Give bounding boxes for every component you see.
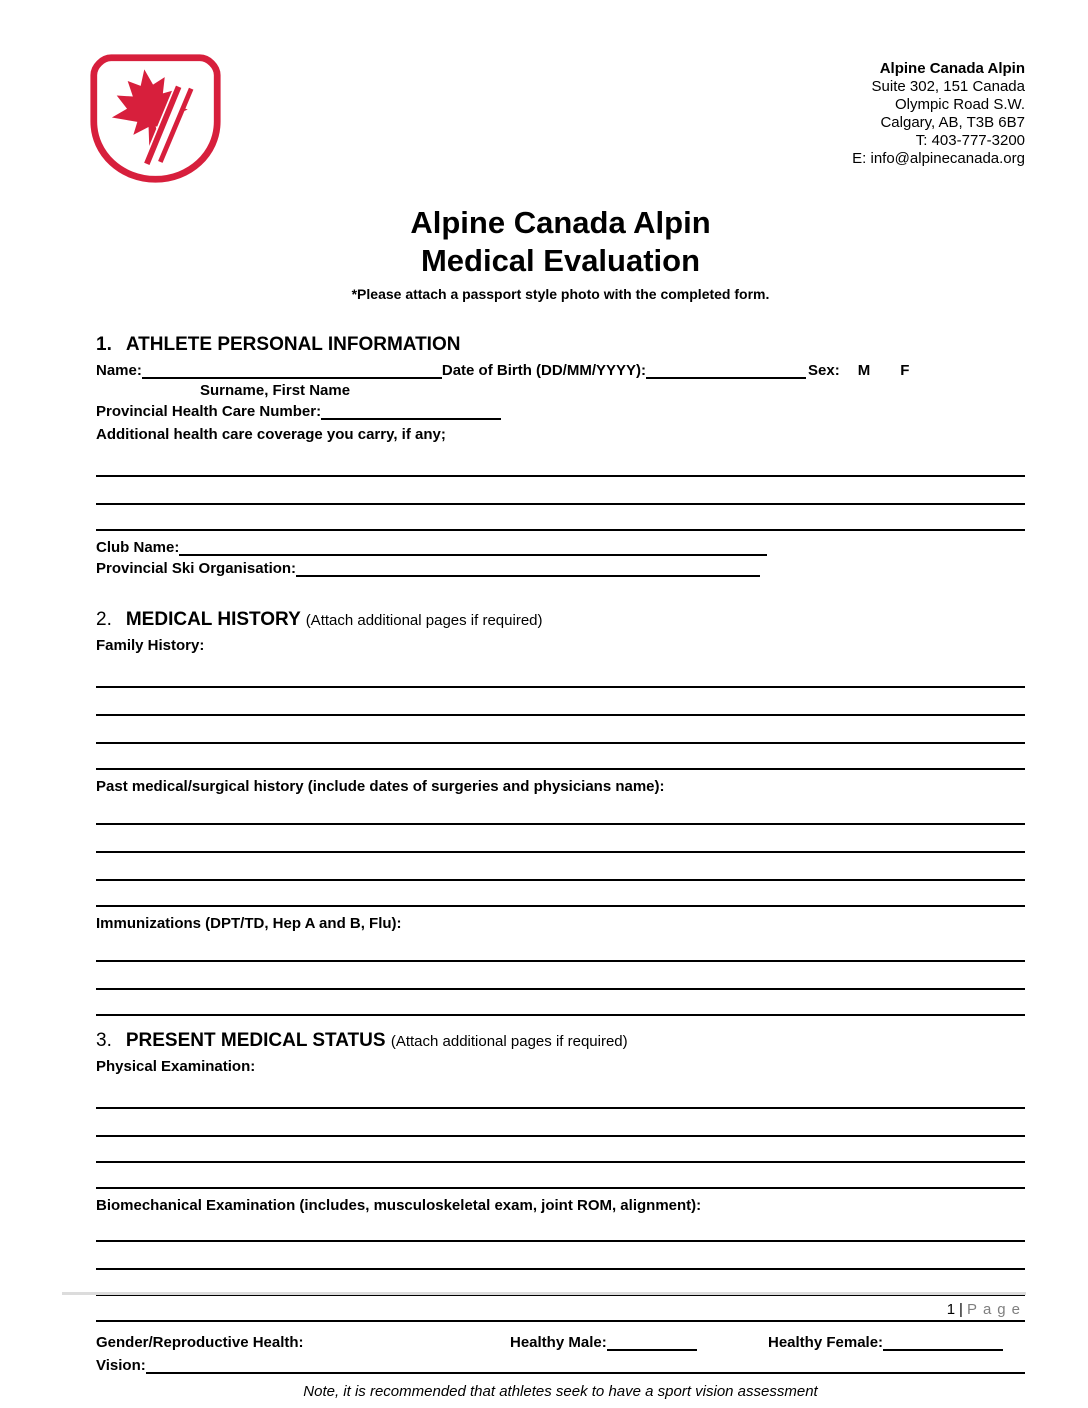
gender-health-label: Gender/Reproductive Health:: [96, 1334, 304, 1351]
section2-heading: [96, 609, 1025, 631]
ruled-line: [96, 1163, 1025, 1189]
ruled-line: [96, 932, 1025, 962]
healthy-male-label: Healthy Male:: [510, 1334, 607, 1351]
name-format-hint: Surname, First Name: [200, 382, 351, 399]
page-number: 1: [946, 1301, 956, 1318]
ruled-line: [96, 1109, 1025, 1137]
org-name: Alpine Canada Alpin: [879, 60, 1025, 77]
ski-org-field-line: [296, 561, 760, 577]
healthy-male-field: [510, 1334, 768, 1351]
ruled-line: [96, 853, 1025, 881]
photo-instruction-note: *Please attach a passport style photo with the completed form.: [351, 286, 770, 302]
sex-label: Sex:: [808, 362, 840, 379]
family-history-label: Family History:: [96, 637, 205, 654]
shield-maple-leaf-icon: [88, 52, 223, 187]
club-name-field-line: [179, 540, 767, 556]
section3-heading: [96, 1030, 1025, 1052]
coverage-write-in-lines: [96, 443, 1025, 531]
healthy-male-field-line: [607, 1335, 697, 1351]
ruled-line: [96, 1242, 1025, 1270]
section2-heading-note: (Attach additional pages if required): [305, 612, 543, 629]
vision-row: [96, 1357, 1025, 1374]
ruled-line: [96, 881, 1025, 907]
coverage-label: Additional health care coverage you carry, if any;: [96, 426, 446, 443]
healthy-female-label: Healthy Female:: [768, 1334, 884, 1351]
vision-field-line: [146, 1358, 1025, 1374]
ruled-line: [96, 716, 1025, 744]
club-name-label: Club Name:: [96, 539, 180, 556]
ruled-line: [96, 1137, 1025, 1163]
dob-field-line: [646, 363, 806, 379]
org-address-block: [852, 52, 1025, 168]
ruled-line: [96, 795, 1025, 825]
vision-label: Vision:: [96, 1357, 146, 1374]
club-name-row: [96, 539, 1025, 556]
footer-page-word: Page: [966, 1301, 1026, 1318]
ruled-line: [96, 477, 1025, 505]
healthy-female-field: [768, 1334, 1025, 1351]
ski-org-row: [96, 560, 1025, 577]
ruled-line: [96, 654, 1025, 688]
alpine-canada-shield-logo: [88, 52, 223, 192]
family-history-lines: [96, 654, 1025, 770]
health-number-label: Provincial Health Care Number:: [96, 403, 322, 420]
section2-number: 2.: [96, 609, 112, 630]
name-label: Name:: [96, 362, 142, 379]
phone-line: T: 403-777-3200: [915, 132, 1025, 149]
healthy-female-field-line: [883, 1335, 1003, 1351]
ruled-line: [96, 990, 1025, 1016]
section3-heading-note: (Attach additional pages if required): [390, 1033, 628, 1050]
ruled-line: [96, 744, 1025, 770]
ruled-line: [96, 1214, 1025, 1242]
footer-separator: |: [959, 1301, 963, 1318]
immunizations-label: Immunizations (DPT/TD, Hep A and B, Flu):: [96, 915, 402, 932]
section3-number: 3.: [96, 1030, 112, 1051]
header: [96, 0, 1025, 192]
sex-option-female: F: [900, 362, 910, 379]
document-title-line2: Medical Evaluation: [420, 243, 701, 278]
ruled-line: [96, 825, 1025, 853]
title-block: [96, 204, 1025, 302]
name-field-line: [142, 363, 442, 379]
page-footer: [62, 1292, 1026, 1318]
biomechanical-exam-label: Biomechanical Examination (includes, musculoskeletal exam, joint ROM, alignment):: [96, 1197, 702, 1214]
section2-title: MEDICAL HISTORY: [125, 609, 301, 630]
sex-option-male: M: [857, 362, 871, 379]
section3-title: PRESENT MEDICAL STATUS: [125, 1030, 386, 1051]
name-dob-sex-row: [96, 362, 1025, 379]
past-history-label: Past medical/surgical history (include dates of surgeries and physicians name):: [96, 778, 665, 795]
address-line: Olympic Road S.W.: [894, 96, 1025, 113]
vision-recommendation-note: Note, it is recommended that athletes seek to have a sport vision assessment: [303, 1383, 818, 1400]
section1-title: ATHLETE PERSONAL INFORMATION: [125, 334, 461, 355]
email-line: E: info@alpinecanada.org: [852, 150, 1025, 167]
page-content: [96, 0, 1025, 1400]
gender-health-row: [96, 1334, 1025, 1351]
health-number-field-line: [321, 404, 501, 420]
health-number-row: [96, 403, 1025, 420]
ski-org-label: Provincial Ski Organisation:: [96, 560, 297, 577]
physical-exam-label: Physical Examination:: [96, 1058, 256, 1075]
address-line: Suite 302, 151 Canada: [871, 78, 1025, 95]
ruled-line: [96, 688, 1025, 716]
address-line: Calgary, AB, T3B 6B7: [880, 114, 1025, 131]
ruled-line: [96, 443, 1025, 477]
section1-number: 1.: [96, 334, 112, 355]
ruled-line: [96, 962, 1025, 990]
physical-exam-lines: [96, 1075, 1025, 1189]
ruled-line: [96, 505, 1025, 531]
immunizations-lines: [96, 932, 1025, 1016]
ruled-line: [96, 1075, 1025, 1109]
past-history-lines: [96, 795, 1025, 907]
dob-label: Date of Birth (DD/MM/YYYY):: [441, 362, 647, 379]
document-title-line1: Alpine Canada Alpin: [410, 205, 711, 240]
section1-heading: [96, 334, 1025, 356]
